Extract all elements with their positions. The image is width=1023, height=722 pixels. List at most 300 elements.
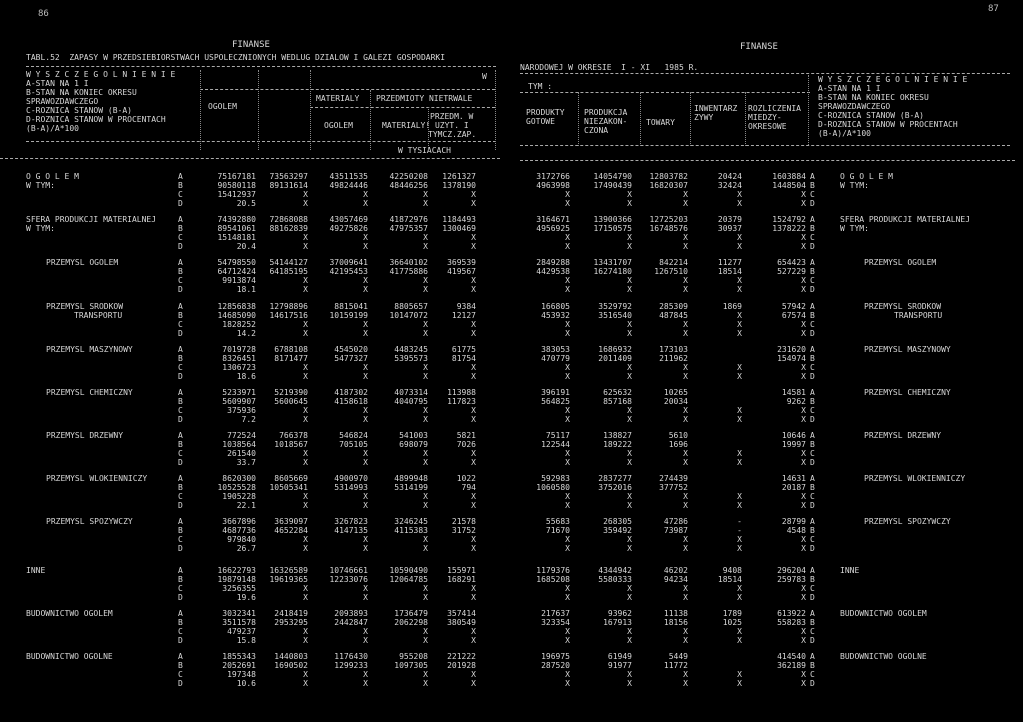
right-cell: 5449 <box>668 652 688 661</box>
stub-header-line: A-STAN NA 1 I <box>818 84 881 93</box>
right-cell: X <box>627 233 632 242</box>
right-cell: X <box>801 679 806 688</box>
right-cell: X <box>683 458 688 467</box>
right-row-label: PRZEMYSL OGOLEM <box>864 258 937 267</box>
right-row-label: INNE <box>840 566 860 575</box>
right-cell: 11772 <box>663 661 688 670</box>
right-cell: X <box>737 415 742 424</box>
left-cell: 357414 <box>447 609 476 618</box>
right-cell: B <box>810 440 815 449</box>
right-cell: X <box>683 501 688 510</box>
col-produkcja-line: PRODUKCJA <box>584 108 628 117</box>
right-row-label: PRZEMYSL SPOZYWCZY <box>864 517 951 526</box>
col-rozliczenia-line: MIEDZY- <box>748 113 782 122</box>
col-ogolem2: OGOLEM <box>324 121 353 130</box>
period: NARODOWEJ W OKRESIE I - XI 1985 R. <box>520 63 699 72</box>
left-cell: X <box>363 449 368 458</box>
right-cell: 75117 <box>545 431 570 440</box>
right-cell: X <box>627 190 632 199</box>
left-cell: 42250208 <box>389 172 428 181</box>
left-cell: C <box>178 320 183 329</box>
col-produkty-line: GOTOWE <box>526 117 555 126</box>
left-cell: 18.1 <box>236 285 256 294</box>
right-cell: 20379 <box>717 215 742 224</box>
right-cell: A <box>810 258 815 267</box>
right-cell: X <box>565 199 570 208</box>
left-cell: 1440803 <box>274 652 308 661</box>
right-cell: X <box>683 276 688 285</box>
right-cell: 857168 <box>603 397 632 406</box>
right-cell: 1179376 <box>536 566 570 575</box>
right-cell: 20424 <box>717 172 742 181</box>
right-cell: 55683 <box>545 517 570 526</box>
left-cell: 1690502 <box>274 661 308 670</box>
left-cell: 5314993 <box>334 483 368 492</box>
left-cell: A <box>178 652 183 661</box>
left-cell: X <box>423 406 428 415</box>
right-cell: 1060580 <box>536 483 570 492</box>
right-cell: X <box>801 627 806 636</box>
right-cell: D <box>810 458 815 467</box>
right-cell: B <box>810 267 815 276</box>
right-cell: X <box>565 535 570 544</box>
right-cell: C <box>810 233 815 242</box>
right-cell: 1685208 <box>536 575 570 584</box>
left-cell: X <box>363 544 368 553</box>
left-cell: 1905228 <box>222 492 256 501</box>
right-cell: 2837277 <box>598 474 632 483</box>
right-cell: 1524792 <box>772 215 806 224</box>
left-cell: X <box>363 679 368 688</box>
left-cell: X <box>471 449 476 458</box>
left-cell: 1300469 <box>442 224 476 233</box>
left-cell: X <box>303 627 308 636</box>
left-cell: 155971 <box>447 566 476 575</box>
right-cell: X <box>801 285 806 294</box>
right-cell: X <box>565 242 570 251</box>
left-cell: 4115383 <box>394 526 428 535</box>
left-cell: X <box>423 329 428 338</box>
right-cell: 362189 <box>777 661 806 670</box>
right-cell: B <box>810 661 815 670</box>
left-cell: 7.2 <box>241 415 256 424</box>
left-cell: 16622793 <box>217 566 256 575</box>
right-cell: X <box>737 492 742 501</box>
left-cell: X <box>471 242 476 251</box>
left-cell: D <box>178 329 183 338</box>
left-cell: X <box>471 320 476 329</box>
stub-header-line: SPRAWOZDAWCZEGO <box>818 102 891 111</box>
right-cell: A <box>810 215 815 224</box>
left-cell: B <box>178 483 183 492</box>
left-cell: 26.7 <box>236 544 256 553</box>
right-cell: C <box>810 363 815 372</box>
left-cell: X <box>423 415 428 424</box>
col-przedmioty: PRZEDMIOTY NIETRWALE <box>376 94 473 103</box>
right-cell: X <box>565 627 570 636</box>
right-cell: B <box>810 311 815 320</box>
left-cell: 14617516 <box>269 311 308 320</box>
right-cell: 4956925 <box>536 224 570 233</box>
right-cell: C <box>810 670 815 679</box>
left-cell: 89131614 <box>269 181 308 190</box>
tym-label: TYM : <box>528 82 553 91</box>
left-cell: 8605669 <box>274 474 308 483</box>
left-cell: X <box>423 584 428 593</box>
row-label: INNE <box>26 566 46 575</box>
left-cell: 1261327 <box>442 172 476 181</box>
right-cell: 414540 <box>777 652 806 661</box>
left-cell: C <box>178 363 183 372</box>
left-cell: B <box>178 181 183 190</box>
left-cell: 4187302 <box>334 388 368 397</box>
left-cell: X <box>423 199 428 208</box>
left-cell: B <box>178 526 183 535</box>
left-cell: B <box>178 575 183 584</box>
left-cell: 419567 <box>447 267 476 276</box>
left-cell: 4073314 <box>394 388 428 397</box>
right-cell: D <box>810 415 815 424</box>
left-cell: 15148181 <box>217 233 256 242</box>
left-cell: X <box>471 535 476 544</box>
right-cell: 527229 <box>777 267 806 276</box>
right-cell: 12803782 <box>649 172 688 181</box>
left-cell: 10147072 <box>389 311 428 320</box>
left-cell: X <box>471 492 476 501</box>
right-cell: 1789 <box>722 609 742 618</box>
right-cell: X <box>737 593 742 602</box>
right-cell: X <box>737 406 742 415</box>
right-cell: 18156 <box>663 618 688 627</box>
row-label: PRZEMYSL DRZEWNY <box>46 431 124 440</box>
left-cell: X <box>303 285 308 294</box>
right-cell: D <box>810 636 815 645</box>
right-cell: 487845 <box>659 311 688 320</box>
right-cell: X <box>565 415 570 424</box>
stub-header-line: A-STAN NA 1 I <box>26 79 89 88</box>
left-cell: D <box>178 372 183 381</box>
left-cell: 10.6 <box>236 679 256 688</box>
right-row-label: TRANSPORTU <box>894 311 943 320</box>
right-cell: X <box>737 190 742 199</box>
left-cell: X <box>363 363 368 372</box>
left-cell: 168291 <box>447 575 476 584</box>
right-cell: 9408 <box>722 566 742 575</box>
right-cell: 470779 <box>541 354 570 363</box>
right-cell: X <box>565 584 570 593</box>
left-cell: X <box>303 242 308 251</box>
left-cell: 1097305 <box>394 661 428 670</box>
left-cell: 31752 <box>451 526 476 535</box>
left-cell: A <box>178 172 183 181</box>
left-cell: 3246245 <box>394 517 428 526</box>
right-cell: 10265 <box>663 388 688 397</box>
left-cell: 4040795 <box>394 397 428 406</box>
left-cell: 955208 <box>399 652 428 661</box>
left-cell: 10159199 <box>329 311 368 320</box>
left-cell: 20.4 <box>236 242 256 251</box>
left-cell: D <box>178 458 183 467</box>
right-cell: 17150575 <box>593 224 632 233</box>
left-cell: 15.8 <box>236 636 256 645</box>
right-cell: 122544 <box>541 440 570 449</box>
right-cell: B <box>810 618 815 627</box>
right-cell: 14631 <box>781 474 806 483</box>
right-cell: 4548 <box>786 526 806 535</box>
right-cell: X <box>627 679 632 688</box>
col-produkcja <box>584 108 627 135</box>
right-cell: 3529792 <box>598 302 632 311</box>
right-cell: 558283 <box>777 618 806 627</box>
col-rozliczenia-line: ROZLICZENIA <box>748 104 801 113</box>
row-label: PRZEMYSL SRODKOW <box>46 302 124 311</box>
right-cell: 3752016 <box>598 483 632 492</box>
col-produkcja-line: CZONA <box>584 126 609 135</box>
left-cell: X <box>471 458 476 467</box>
left-cell: X <box>303 320 308 329</box>
left-cell: 5219390 <box>274 388 308 397</box>
left-cell: 42195453 <box>329 267 368 276</box>
row-label: PRZEMYSL MASZYNOWY <box>46 345 133 354</box>
right-cell: X <box>737 363 742 372</box>
row-label: BUDOWNICTWO OGOLEM <box>26 609 113 618</box>
left-cell: 64712424 <box>217 267 256 276</box>
right-cell: X <box>565 329 570 338</box>
left-cell: 1378190 <box>442 181 476 190</box>
right-cell: X <box>627 636 632 645</box>
row-label: W TYM: <box>26 224 55 233</box>
right-cell: B <box>810 526 815 535</box>
stub-header-line: W Y S Z C Z E G O L N I E N I E <box>26 70 176 79</box>
left-cell: X <box>471 190 476 199</box>
right-cell: X <box>737 535 742 544</box>
left-cell: 49275826 <box>329 224 368 233</box>
left-cell: D <box>178 199 183 208</box>
right-row-label: W TYM: <box>840 181 869 190</box>
right-cell: 28799 <box>781 517 806 526</box>
left-cell: X <box>363 372 368 381</box>
right-row-label: W TYM: <box>840 224 869 233</box>
stub-header-line: W Y S Z C Z E G O L N I E N I E <box>818 75 968 84</box>
right-cell: X <box>737 242 742 251</box>
right-cell: X <box>683 363 688 372</box>
right-cell: X <box>565 670 570 679</box>
left-cell: C <box>178 276 183 285</box>
left-cell: 81754 <box>451 354 476 363</box>
right-cell: 57942 <box>781 302 806 311</box>
row-label: BUDOWNICTWO OGOLNE <box>26 652 113 661</box>
left-cell: B <box>178 618 183 627</box>
left-cell: C <box>178 584 183 593</box>
left-cell: 43057469 <box>329 215 368 224</box>
right-cell: X <box>801 329 806 338</box>
right-cell: 46202 <box>663 566 688 575</box>
right-cell: X <box>683 535 688 544</box>
right-cell: X <box>627 242 632 251</box>
col-w: W <box>482 72 487 81</box>
left-cell: 41775886 <box>389 267 428 276</box>
right-cell: 5580333 <box>598 575 632 584</box>
left-cell: C <box>178 190 183 199</box>
right-cell: X <box>565 320 570 329</box>
left-cell: D <box>178 636 183 645</box>
right-cell: 5610 <box>668 431 688 440</box>
stub-header-line: D-ROZNICA STANOW W PROCENTACH <box>818 120 958 129</box>
left-cell: X <box>471 636 476 645</box>
right-cell: 217637 <box>541 609 570 618</box>
right-cell: X <box>683 199 688 208</box>
right-cell: X <box>737 636 742 645</box>
left-cell: X <box>423 593 428 602</box>
right-cell: 13431707 <box>593 258 632 267</box>
left-cell: 3639097 <box>274 517 308 526</box>
left-cell: X <box>303 276 308 285</box>
right-cell: C <box>810 406 815 415</box>
right-cell: 138827 <box>603 431 632 440</box>
left-cell: X <box>303 233 308 242</box>
left-cell: 5609907 <box>222 397 256 406</box>
right-cell: X <box>801 190 806 199</box>
left-cell: X <box>303 544 308 553</box>
right-cell: 167913 <box>603 618 632 627</box>
right-cell: 73987 <box>663 526 688 535</box>
left-cell: X <box>423 449 428 458</box>
right-cell: B <box>810 224 815 233</box>
right-cell: 1686932 <box>598 345 632 354</box>
left-cell: 22.1 <box>236 501 256 510</box>
section-title-left: FINANSE <box>232 40 270 50</box>
left-cell: D <box>178 544 183 553</box>
right-cell: X <box>801 449 806 458</box>
right-cell: 30937 <box>717 224 742 233</box>
right-cell: 231620 <box>777 345 806 354</box>
right-cell: - <box>737 526 742 535</box>
right-cell: 4344942 <box>598 566 632 575</box>
right-cell: A <box>810 474 815 483</box>
left-cell: 772524 <box>227 431 256 440</box>
left-cell: X <box>363 584 368 593</box>
left-cell: X <box>471 501 476 510</box>
right-row-label: BUDOWNICTWO OGOLEM <box>840 609 927 618</box>
right-cell: 47286 <box>663 517 688 526</box>
left-cell: 4687736 <box>222 526 256 535</box>
left-cell: 5477327 <box>334 354 368 363</box>
stub-header-line: SPRAWOZDAWCZEGO <box>26 97 99 106</box>
left-cell: X <box>471 670 476 679</box>
right-cell: C <box>810 449 815 458</box>
right-cell: 67574 <box>781 311 806 320</box>
left-cell: X <box>303 415 308 424</box>
right-row-label: PRZEMYSL MASZYNOWY <box>864 345 951 354</box>
left-cell: X <box>363 242 368 251</box>
right-cell: X <box>565 276 570 285</box>
left-cell: 19619365 <box>269 575 308 584</box>
col-towary: TOWARY <box>646 118 675 127</box>
right-cell: C <box>810 627 815 636</box>
right-cell: X <box>565 233 570 242</box>
right-cell: 3172766 <box>536 172 570 181</box>
left-cell: 4545020 <box>334 345 368 354</box>
right-cell: 14581 <box>781 388 806 397</box>
left-cell: 8171477 <box>274 354 308 363</box>
right-cell: X <box>737 199 742 208</box>
right-cell: X <box>683 233 688 242</box>
left-cell: D <box>178 242 183 251</box>
right-cell: X <box>627 458 632 467</box>
left-cell: B <box>178 224 183 233</box>
right-cell: 842214 <box>659 258 688 267</box>
right-cell: X <box>737 449 742 458</box>
row-label: PRZEMYSL CHEMICZNY <box>46 388 133 397</box>
right-cell: B <box>810 483 815 492</box>
right-cell: D <box>810 501 815 510</box>
right-cell: X <box>801 233 806 242</box>
left-cell: X <box>423 276 428 285</box>
left-cell: X <box>471 329 476 338</box>
right-cell: 196975 <box>541 652 570 661</box>
stub-header-line: (B-A)/A*100 <box>26 124 79 133</box>
col-inwentarz-line: INWENTARZ <box>694 104 738 113</box>
left-cell: X <box>423 501 428 510</box>
left-cell: A <box>178 474 183 483</box>
row-label: PRZEMYSL WLOKIENNICZY <box>46 474 148 483</box>
left-cell: 705105 <box>339 440 368 449</box>
left-cell: D <box>178 415 183 424</box>
right-cell: 2011409 <box>598 354 632 363</box>
left-cell: 49824446 <box>329 181 368 190</box>
col-inwentarz-line: ZYWY <box>694 113 714 122</box>
stub-header-line: B-STAN NA KONIEC OKRESU <box>26 88 137 97</box>
right-cell: 625632 <box>603 388 632 397</box>
right-cell: X <box>801 636 806 645</box>
left-cell: B <box>178 354 183 363</box>
left-cell: X <box>363 593 368 602</box>
right-cell: C <box>810 276 815 285</box>
right-cell: 18514 <box>717 267 742 276</box>
right-cell: X <box>565 636 570 645</box>
right-row-label: PRZEMYSL WLOKIENNICZY <box>864 474 966 483</box>
left-cell: X <box>363 329 368 338</box>
left-cell: 4483245 <box>394 345 428 354</box>
left-cell: 1176430 <box>334 652 368 661</box>
left-cell: 41872976 <box>389 215 428 224</box>
right-cell: X <box>737 670 742 679</box>
right-cell: X <box>627 415 632 424</box>
right-cell: D <box>810 285 815 294</box>
right-cell: X <box>565 190 570 199</box>
left-cell: 75167181 <box>217 172 256 181</box>
unit: W TYSIACACH <box>398 146 451 155</box>
left-cell: X <box>423 458 428 467</box>
row-label: SFERA PRODUKCJI MATERIALNEJ <box>26 215 157 224</box>
left-cell: 197348 <box>227 670 256 679</box>
left-cell: X <box>303 449 308 458</box>
left-cell: A <box>178 302 183 311</box>
right-cell: 1603884 <box>772 172 806 181</box>
right-cell: 654423 <box>777 258 806 267</box>
right-cell: B <box>810 575 815 584</box>
left-cell: X <box>363 415 368 424</box>
right-cell: X <box>683 190 688 199</box>
right-cell: X <box>801 372 806 381</box>
left-cell: 2442847 <box>334 618 368 627</box>
left-cell: X <box>471 199 476 208</box>
right-cell: 166805 <box>541 302 570 311</box>
right-cell: X <box>627 627 632 636</box>
left-cell: C <box>178 233 183 242</box>
right-cell: X <box>565 501 570 510</box>
left-cell: 54798550 <box>217 258 256 267</box>
